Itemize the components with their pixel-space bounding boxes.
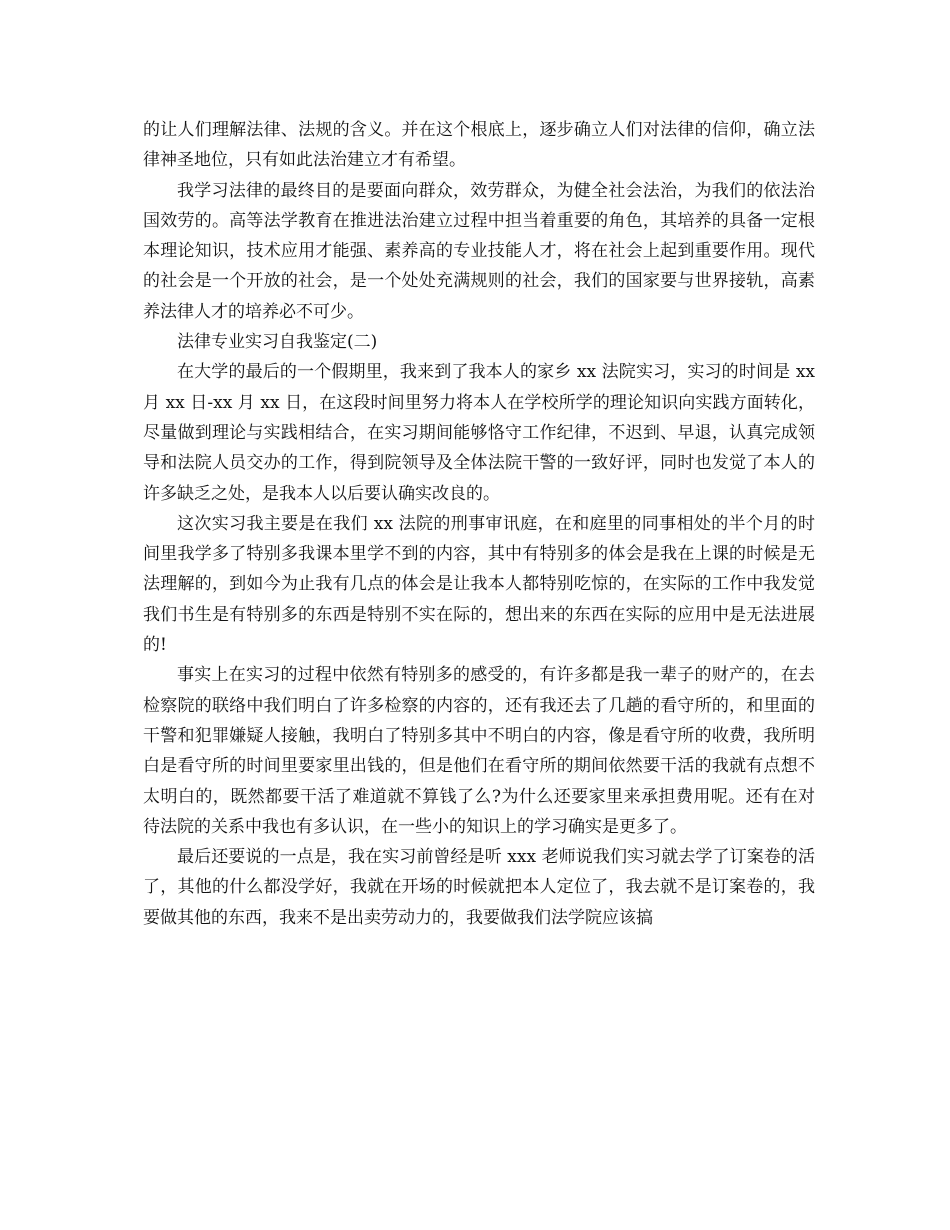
paragraph: 最后还要说的一点是，我在实习前曾经是听 xxx 老师说我们实习就去学了订案卷的活了，其他的什么都没学好，我就在开场的时候就把本人定位了，我去就不是订案卷的，我要做其他的东西，我来不是出卖劳动力的，我要做我们法学院应该搞: [143, 847, 815, 928]
document-body: [143, 115, 815, 933]
paragraph: 在大学的最后的一个假期里，我来到了我本人的家乡 xx 法院实习，实习的时间是 xx 月 xx 日-xx 月 xx 日，在这段时间里努力将本人在学校所学的理论知识向实践方面转化，尽量做到理论与实践相结合，在实习期间能够恪守工作纪律，不迟到、早退，认真完成领导和法院人员交办的工作，得到院领导及全体法院干警的一致好评，同时也发觉了本人的许多缺乏之处，是我本人以后要认确实改良的。: [143, 362, 815, 504]
paragraph: 我学习法律的最终目的是要面向群众，效劳群众，为健全社会法治，为我们的依法治国效劳的。高等法学教育在推进法治建立过程中担当着重要的角色，其培养的具备一定根本理论知识，技术应用才能强、素养高的专业技能人才，将在社会上起到重要作用。现代的社会是一个开放的社会，是一个处处充满规则的社会，我们的国家要与世界接轨，高素养法律人才的培养必不可少。: [143, 180, 815, 322]
paragraph: 事实上在实习的过程中依然有特别多的感受的，有许多都是我一辈子的财产的，在去检察院的联络中我们明白了许多检察的内容的，还有我还去了几趟的看守所的，和里面的干警和犯罪嫌疑人接触，我明白了特别多其中不明白的内容，像是看守所的收费，我所明白是看守所的时间里要家里出钱的，但是他们在看守所的期间依然要干活的我就有点想不太明白的，既然都要干活了难道就不算钱了么?为什么还要家里来承担费用呢。还有在对待法院的关系中我也有多认识，在一些小的知识上的学习确实是更多了。: [143, 665, 815, 837]
section-heading: 法律专业实习自我鉴定(二): [177, 332, 378, 353]
paragraph: 这次实习我主要是在我们 xx 法院的刑事审讯庭，在和庭里的同事相处的半个月的时间里我学多了特别多我课本里学不到的内容，其中有特别多的体会是我在上课的时候是无法理解的，到如今为止我有几点的体会是让我本人都特别吃惊的，在实际的工作中我发觉我们书生是有特别多的东西是特别不实在际的，想出来的东西在实际的应用中是无法进展的!: [143, 513, 815, 656]
paragraph-continued: 的让人们理解法律、法规的含义。并在这个根底上，逐步确立人们对法律的信仰，确立法律神圣地位，只有如此法治建立才有希望。: [143, 120, 815, 171]
